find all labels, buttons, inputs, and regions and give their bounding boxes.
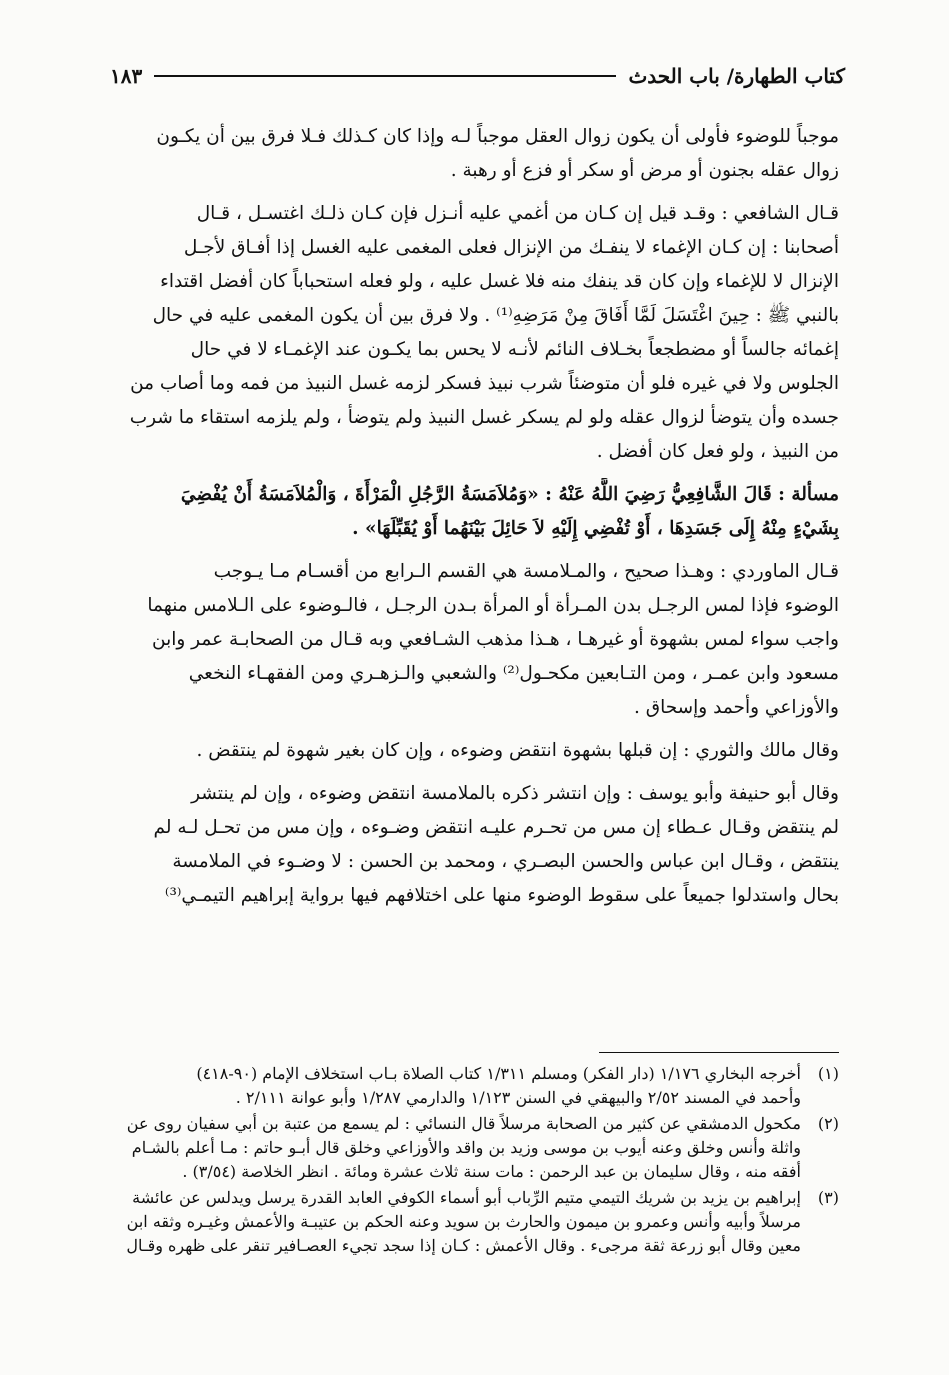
footnote <box>104 1186 839 1258</box>
footnote-line: إبراهيم بن يزيد بن شريك التيمي متيم الرِّباب أبو أسماء الكوفي العابد القدرة يرسل ويدلس عن عائشة <box>132 1188 801 1207</box>
text-line: بحال واستدلوا جميعاً على سقوط الوضوء منها على اختلافهم فيها برواية إبراهيم التيمـي⁽³⁾ <box>164 885 839 906</box>
footnote-divider <box>599 1052 839 1053</box>
text-line: لم ينتقض وقـال عـطاء إن مس من تحـرم عليـه انتقض وضـوءه ، وإن مس من تحـل لـه لم <box>153 817 839 838</box>
paragraph <box>104 777 839 913</box>
paragraph <box>104 734 839 768</box>
text-line: والأوزاعي وأحمد وإسحاق . <box>633 697 839 718</box>
text-line: الإنزال لا للإغماء وإن كان قد ينفك منه فلا غسل عليه ، ولو فعله استحباباً كان أفضل اقتداء <box>160 271 839 292</box>
page-number: ١٨٣ <box>110 64 143 88</box>
text-line: قـال الشافعي : وقـد قيل إن كـان من أغمي عليه أنـزل فإن كـان ذلـك اغتسـل ، قـال <box>196 203 839 224</box>
footnote-number: (٢) <box>817 1114 839 1133</box>
footnote-line: وأحمد في المسند ٢/٥٢ والبيهقي في السنن ١/١٢٣ والدارمي ١/٢٨٧ وأبو عوانة ٢/١١١ . <box>235 1088 801 1107</box>
text-line: أصحابنا : إن كـان الإغماء لا ينفـك من الإنزال فعلى المغمى عليه الغسل إذا أفـاق لأجـل <box>183 237 839 258</box>
text-line: زوال عقله بجنون أو مرض أو سكر أو فزع أو رهبة . <box>450 160 839 181</box>
text-line: إغمائه جالساً أو مضطجعاً بخـلاف النائم لأنـه لا يحس بما يكـون عند الإغمـاء لا في حال <box>190 339 839 360</box>
footnote <box>104 1062 839 1110</box>
paragraph <box>104 555 839 725</box>
footnote-number: (٣) <box>817 1188 839 1207</box>
footnotes <box>104 1062 839 1260</box>
text-line: قـال الماوردي : وهـذا صحيح ، والمـلامسة هي القسم الـرابع من أقسـام مـا يـوجب <box>213 561 839 582</box>
main-text <box>104 120 839 922</box>
masala-label: مسألة : قَالَ الشَّافِعِيُّ <box>671 484 839 505</box>
footnote-line: مكحول الدمشقي عن كثير من الصحابة مرسلاً قال النسائي : لم يسمع من عتبة بن أبي سفيان روى عن <box>126 1114 801 1133</box>
text-line: وقال مالك والثوري : إن قبلها بشهوة انتقض وضوءه ، وإن كان بغير شهوة لم ينتقض . <box>196 740 839 761</box>
text-line: وقال أبو حنيفة وأبو يوسف : وإن انتشر ذكره بالملامسة انتقض وضوءه ، وإن لم ينتشر <box>191 783 839 804</box>
page-header <box>110 58 845 94</box>
text-line: جسده وأن يتوضأ لزوال عقله ولو لم يسكر غسل النبيذ ولم يتوضأ ، ولم يلزمه استقاء ما شرب <box>129 407 839 428</box>
text-line: ينتقض ، وقـال ابن عباس والحسن البصـري ، ومحمد بن الحسن : لا وضـوء في الملامسة <box>172 851 839 872</box>
text-line: مسعود وابن عمـر ، ومن التـابعين مكحـول⁽²⁾ والشعبي والـزهـري ومن الفقهـاء النخعي <box>188 663 839 684</box>
text-line: الجلوس ولا في غيره فلو أن متوضئاً شرب نبيذ فسكر لزمه غسل النبيذ من فمه وما أصاب من <box>130 373 839 394</box>
text-line: بالنبي ﷺ : حِينَ اغْتَسَلَ لَمَّا أَفَاقَ مِنْ مَرَضِهِ⁽¹⁾ . ولا فرق بين أن يكون المغمى عليه في حال <box>152 305 839 326</box>
text-line: من النبيذ ، ولو فعل كان أفضل . <box>596 441 839 462</box>
footnote-line: معين وقال أبو زرعة ثقة مرجىء . وقال الأعمش : كـان إذا سجد تجيء العصـافير تنقر على ظهره وقـال <box>126 1236 801 1255</box>
text-line: واجب سواء لمس بشهوة أو غيرهـا ، هـذا مذهب الشـافعي وبه قـال من الصحابـة عمر وابن <box>151 629 839 650</box>
paragraph <box>104 197 839 469</box>
footnote-number: (١) <box>817 1064 839 1083</box>
text-line: بِشَيْءٍ مِنْهُ إِلَى جَسَدِهَا ، أَوْ تُفْضِي إِلَيْهِ لاَ حَائِلَ بَيْنَهُما أَوْ يُقَبِّلَهَا» . <box>352 518 839 539</box>
masala-paragraph <box>104 478 839 546</box>
header-rule <box>154 75 616 77</box>
text-line <box>104 478 839 512</box>
text-line: الوضوء فإذا لمس الرجـل بدن المـرأة أو المرأة بـدن الرجـل ، فالـوضوء على الـلامس منهما <box>147 595 839 616</box>
footnote-line: مرسلاً وأبيه وأنس وعمرو بن ميمون والحارث بن سويد وعنه الحكم بن عتيبـة والأعمش وغيـره وثقه ابن <box>126 1212 801 1231</box>
paragraph <box>104 120 839 188</box>
masala-text: رَضِيَ اللَّهُ عَنْهُ : «وَمُلاَمَسَةُ الرَّجُلِ الْمَرْأَةَ ، وَالْمُلاَمَسَةُ أَنْ يُفْضِيَ <box>180 484 665 505</box>
running-title: كتاب الطهارة/ باب الحدث <box>628 64 845 88</box>
footnote-line: أفقه منه ، وقال سليمان بن عبد الرحمن : مات سنة ثلاث عشرة ومائة . انظر الخلاصة (٣/٥٤) . <box>182 1162 801 1181</box>
footnote <box>104 1112 839 1184</box>
text-line: موجباً للوضوء فأولى أن يكون زوال العقل موجباً لـه وإذا كان كـذلك فـلا فرق بين أن يكـون <box>156 126 839 147</box>
footnote-line: واثلة وأنس وخلق وعنه أيوب بن موسى وزيد بن واقد والأوزاعي وخلق قال أبـو حاتم : مـا أعلم بالشـام <box>131 1138 801 1157</box>
footnote-line: أخرجه البخاري ١/١٧٦ (دار الفكر) ومسلم ١/٣١١ كتاب الصلاة بـاب استخلاف الإمام (٩٠-٤١٨) <box>196 1064 801 1083</box>
